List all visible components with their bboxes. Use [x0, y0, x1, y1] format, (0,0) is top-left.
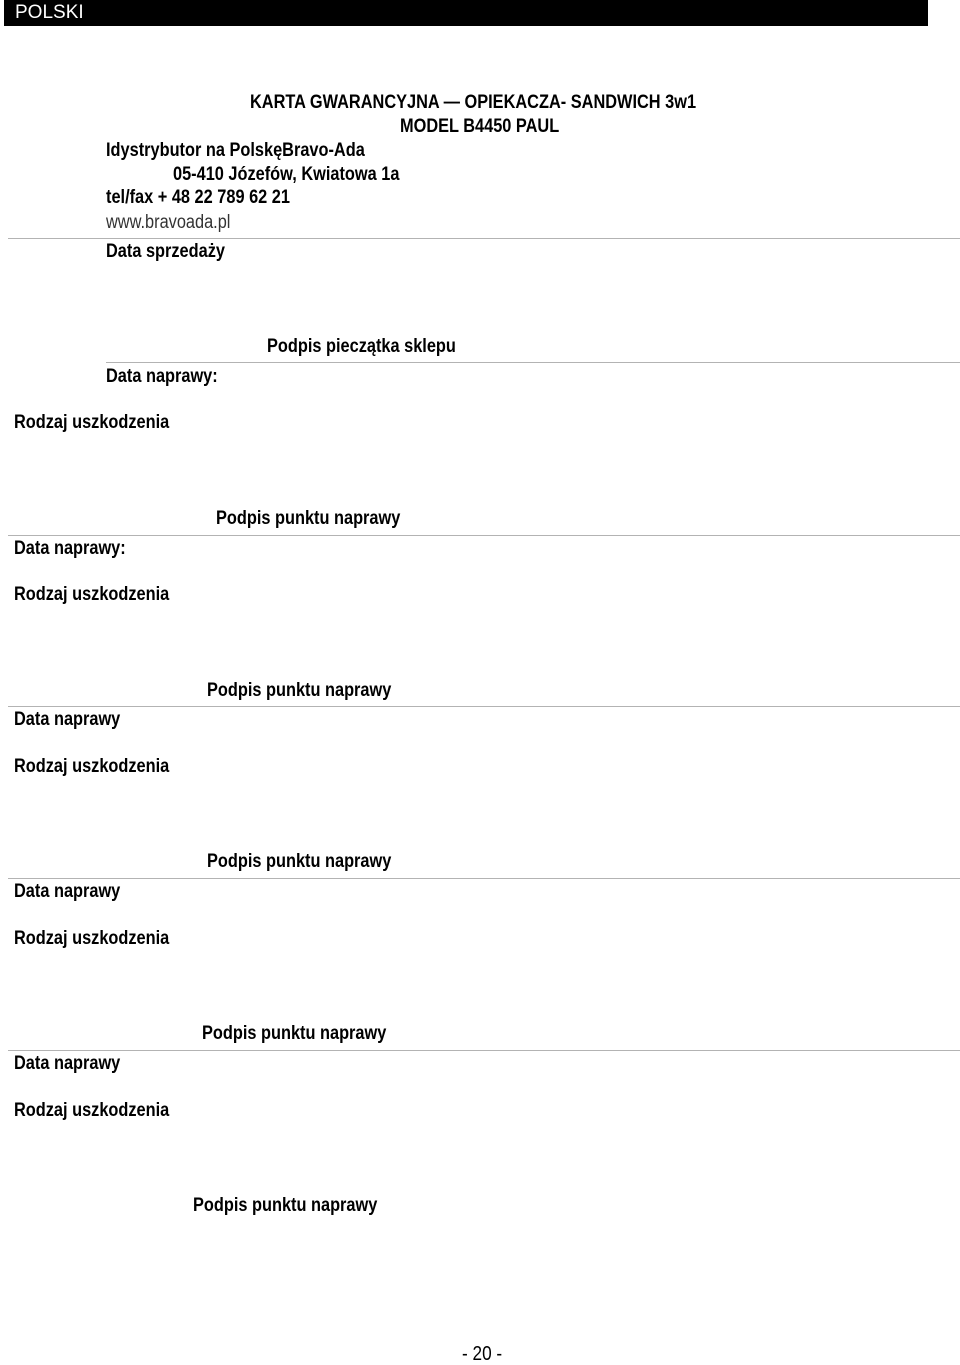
divider — [106, 362, 960, 363]
repair-date-label: Data naprawy — [14, 1053, 121, 1074]
model-title: MODEL B4450 PAUL — [400, 116, 560, 137]
shop-signature-label: Podpis pieczątka sklepu — [267, 336, 456, 357]
damage-type-label: Rodzaj uszkodzenia — [14, 412, 170, 433]
repair-date-label: Data naprawy: — [14, 538, 126, 559]
distributor-line: Idystrybutor na PolskęBravo-Ada — [106, 140, 365, 161]
repair-date-label: Data naprawy — [14, 881, 121, 902]
repair-signature-label: Podpis punktu naprawy — [202, 1023, 387, 1044]
page-number: - 20 - — [462, 1343, 503, 1365]
divider — [8, 535, 960, 536]
repair-signature-label: Podpis punktu naprawy — [193, 1195, 378, 1216]
repair-signature-label: Podpis punktu naprawy — [207, 680, 392, 701]
divider — [8, 878, 960, 879]
repair-date-label: Data naprawy: — [106, 366, 218, 387]
website-link[interactable]: www.bravoada.pl — [106, 212, 231, 233]
damage-type-label: Rodzaj uszkodzenia — [14, 1100, 170, 1121]
damage-type-label: Rodzaj uszkodzenia — [14, 584, 170, 605]
repair-date-label: Data naprawy — [14, 709, 121, 730]
divider — [8, 706, 960, 707]
damage-type-label: Rodzaj uszkodzenia — [14, 928, 170, 949]
damage-type-label: Rodzaj uszkodzenia — [14, 756, 170, 777]
repair-signature-label: Podpis punktu naprawy — [216, 508, 401, 529]
address-line: 05-410 Józefów, Kwiatowa 1a — [173, 164, 400, 185]
language-header-bar — [4, 0, 928, 26]
divider — [8, 238, 960, 239]
repair-signature-label: Podpis punktu naprawy — [207, 851, 392, 872]
sale-date-label: Data sprzedaży — [106, 241, 225, 262]
divider — [8, 1050, 960, 1051]
card-title: KARTA GWARANCYJNA — OPIEKACZA- SANDWICH 3w1 — [250, 92, 697, 113]
language-label: POLSKI — [15, 2, 84, 23]
phone-line: tel/fax + 48 22 789 62 21 — [106, 187, 290, 208]
